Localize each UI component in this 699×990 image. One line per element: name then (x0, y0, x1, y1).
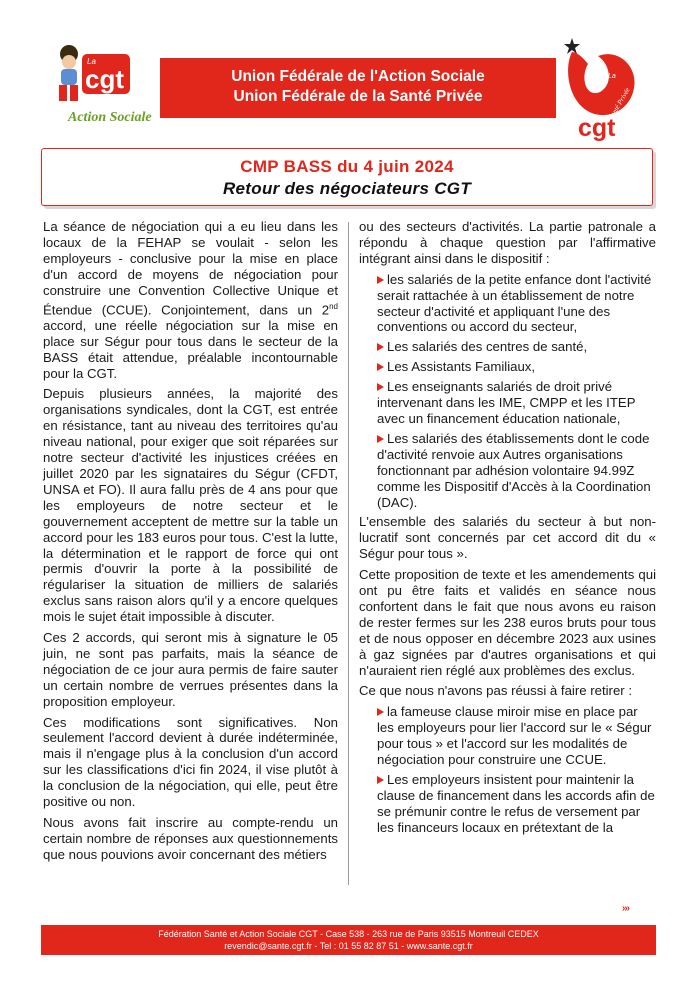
footer-band (41, 925, 656, 955)
arrow-bullet-icon (377, 363, 384, 371)
list-item: Les Assistants Familiaux, (377, 359, 656, 375)
right-paragraph-4: Ce que nous n'avons pas réussi à faire retirer : (359, 683, 633, 699)
arrow-bullet-icon (377, 708, 384, 716)
list-item: Les salariés des établissements dont le code d'activité renvoie aux Autres organisations fonctionnant par adhésion volontaire 94.99Z comme les Dispositif d'Accès à la Coordination (DAC). (377, 430, 651, 510)
left-paragraph-4: Ces modifications sont significatives. Non seulement l'accord devient à durée indéterminée, mais il n'engage plus à la conclusion d'un accord sur les classifications d'ici fin 2024, il vise plutôt à la conclusion de la négociation, qui elle, peut être positive ou non. (43, 714, 338, 810)
column-divider (348, 222, 349, 885)
arrow-bullet-icon (377, 343, 384, 351)
arrow-bullet-icon (377, 435, 384, 443)
logo-left-subtitle: Action Sociale (68, 110, 152, 125)
logo-right-brand: cgt (578, 114, 616, 142)
right-paragraph-2: L'ensemble des salariés du secteur à but non-lucratif sont concernés par cet accord dit du « Ségur pour tous ». (359, 514, 656, 562)
logo-right-subtitle: Santé Privée (607, 86, 632, 122)
arrow-bullet-icon (377, 383, 384, 391)
document-title: CMP BASS du 4 juin 2024 (240, 157, 454, 176)
right-paragraph-3: Cette proposition de texte et les amendements qui ont pu être faits et validés en séance nous confortent dans le fait que nous avons eu raison de rester fermes sur les 238 euros bruts pour tous et de nous opposer en décembre 2023 aux usines à gaz signées par d'autres organisations et qui n'auraient rien réglé aux problèmes des exclus. (359, 567, 656, 678)
left-paragraph-3: Ces 2 accords, qui seront mis à signature le 05 juin, ne sont pas parfaits, mais la séance de négociation de ce jour aura permis de faire sauter un certain nombre de verrues présentes dans la proposition employeur. (43, 630, 338, 709)
document-subtitle: Retour des négociateurs CGT (222, 179, 472, 198)
action-sociale-logo (54, 42, 154, 128)
header-band (160, 58, 556, 118)
title-box (41, 148, 653, 206)
list-item: Les employeurs insistent pour maintenir la clause de financement dans les accords afin de se prémunir contre le refus de versement par les financeurs locaux en prétextant de la (377, 772, 655, 835)
arrow-bullet-icon (377, 776, 384, 784)
continue-arrows-icon: ››› (622, 903, 629, 914)
left-paragraph-5: Nous avons fait inscrire au compte-rendu un certain nombre de réponses aux questionnements que nous pouvions avoir concernant des métiers (43, 815, 338, 862)
header-line-1: Union Fédérale de l'Action Sociale (231, 68, 485, 85)
list-item: les salariés de la petite enfance dont l'activité serait rattachée à un établissement de notre secteur d'activité et appliquant l'une des conventions ou accord du secteur, (377, 271, 652, 335)
list-item: Les enseignants salariés de droit privé intervenant dans les IME, CMPP et les ITEP avec un financement éducation nationale, (377, 379, 636, 426)
sante-privee-logo (560, 38, 642, 142)
list-item: Les salariés des centres de santé, (377, 339, 656, 355)
logo-left-brand: cgt (85, 64, 124, 94)
logo-left-swoosh: La (87, 57, 96, 66)
right-column (359, 219, 656, 840)
logo-right-swoosh: La (608, 73, 616, 80)
left-paragraph-1: La séance de négociation qui a eu lieu dans les locaux de la FEHAP se voulait - selon les employeurs - conclusive pour la mise en place d'un accord de moyens de négociation pour construire une Convention Collective Unique et Étendue (CCUE). Conjointement, dans un 2nd accord, une réelle négociation sur la mise en place sur Ségur pour tous dans le secteur de la BASS était attendue, préalable incontournable pour la CGT. (43, 219, 338, 381)
beneficiaries-list (377, 272, 656, 511)
star-icon (564, 38, 580, 54)
left-paragraph-2: Depuis plusieurs années, la majorité des organisations syndicales, dont la CGT, est entrée en résistance, tant au niveau des territoires qu'au niveau national, pour exiger que soit réparées sur notre secteur d'activité les injustices créées en juillet 2020 par les signataires du Ségur (CFDT, UNSA et FO). Il aura fallu près de 4 ans pour que les employeurs de notre secteur et le gouvernement acceptent de mettre sur la table un accord pour les 183 euros pour tous. C'est la lutte, la détermination et le rapport de force qui ont permis d'ouvrir la porte à la possibilité de régulariser la situation de milliers de salariés exclus sans raison alors qu'il y a encore quelques mois le sujet était impossible à discuter. (43, 386, 338, 625)
list-item: la fameuse clause miroir mise en place par les employeurs pour lier l'accord sur le « Ségur pour tous » et l'accord sur les modalités de négociation pour construire une CCUE. (377, 704, 652, 768)
unresolved-list (377, 704, 656, 835)
header-line-2: Union Fédérale de la Santé Privée (233, 88, 483, 105)
footer-address: Fédération Santé et Action Sociale CGT - Case 538 - 263 rue de Paris 93515 Montreuil CEDEX (158, 929, 539, 939)
right-paragraph-1: ou des secteurs d'activités. La partie patronale a répondu à chaque question par l'affirmative intégrant ainsi dans le dispositif : (359, 219, 656, 266)
left-column (43, 219, 338, 868)
footer-contact: revendic@sante.cgt.fr - Tel : 01 55 82 87 51 - www.sante.cgt.fr (224, 941, 473, 951)
arrow-bullet-icon (377, 276, 384, 284)
